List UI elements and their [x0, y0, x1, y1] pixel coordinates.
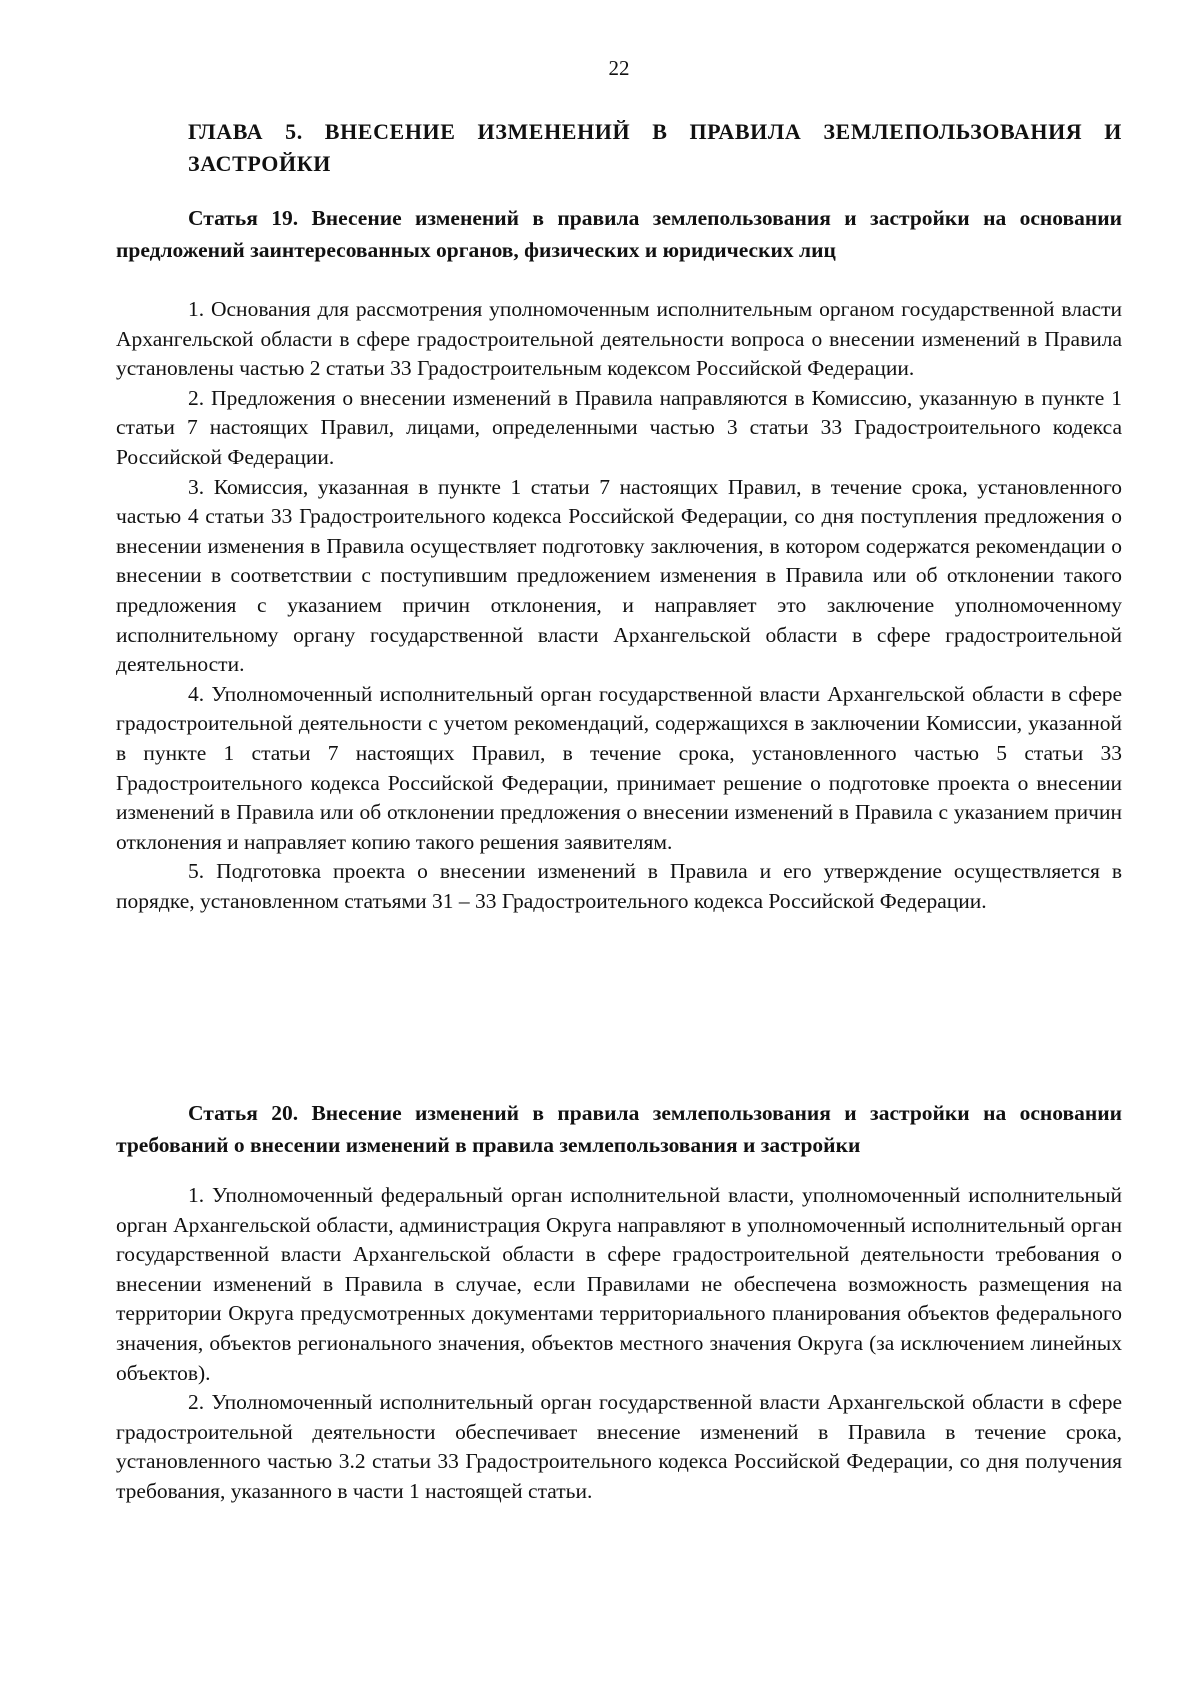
article-20-paragraph-2: 2. Уполномоченный исполнительный орган государственной власти Архангельской области в сфере градостроительной деятельности обеспечивает внесение изменений в Правила в течение срока, установленного частью 3.2 статьи 33 Градостроительного кодекса Российской Федерации, со дня получения требования, указанного в части 1 настоящей статьи. — [116, 1390, 1122, 1503]
article-19-paragraph-4: 4. Уполномоченный исполнительный орган государственной власти Архангельской области в сфере градостроительной деятельности с учетом рекомендаций, содержащихся в заключении Комиссии, указанной в пункте 1 статьи 7 настоящих Правил, в течение срока, установленного частью 5 статьи 33 Градостроительного кодекса Российской Федерации, принимает решение о подготовке проекта о внесении изменений в Правила или об отклонении предложения о внесении изменений в Правила с указанием причин отклонения и направляет копию такого решения заявителям. — [116, 681, 1122, 854]
article-19-paragraph-1: 1. Основания для рассмотрения уполномоченным исполнительным органом государственной власти Архангельской области в сфере градостроительной деятельности вопроса о внесении изменений в Правила установлены частью 2 статьи 33 Градостроительным кодексом Российской Федерации. — [116, 297, 1122, 381]
article-19-paragraph-5: 5. Подготовка проекта о внесении изменений в Правила и его утверждение осуществляется в порядке, установленном статьями 31 – 33 Градостроительного кодекса Российской Федерации. — [116, 859, 1122, 913]
article-19-paragraph-3: 3. Комиссия, указанная в пункте 1 статьи 7 настоящих Правил, в течение срока, установленного частью 4 статьи 33 Градостроительного кодекса Российской Федерации, со дня поступления предложения о внесении изменения в Правила осуществляет подготовку заключения, в котором содержатся рекомендации о внесении в соответствии с поступившим предложением изменения в Правила или об отклонении такого предложения с указанием причин отклонения, и направляет это заключение уполномоченному исполнительному органу государственной власти Архангельской области в сфере градостроительной деятельности. — [116, 474, 1122, 677]
article-20-paragraph-1: 1. Уполномоченный федеральный орган исполнительной власти, уполномоченный исполнительный орган Архангельской области, администрация Округа направляют в уполномоченный исполнительный орган государственной власти Архангельской области в сфере градостроительной деятельности требования о внесении изменений в Правила в случае, если Правилами не обеспечена возможность размещения на территории Округа предусмотренных документами территориального планирования объектов федерального значения, объектов регионального значения, объектов местного значения Округа (за исключением линейных объектов). — [116, 1183, 1122, 1385]
article-19-title: Статья 19. Внесение изменений в правила землепользования и застройки на основании предложений заинтересованных органов, физических и юридических лиц — [116, 206, 1122, 262]
chapter-title: ГЛАВА 5. ВНЕСЕНИЕ ИЗМЕНЕНИЙ В ПРАВИЛА ЗЕМЛЕПОЛЬЗОВАНИЯ И ЗАСТРОЙКИ — [188, 119, 1122, 176]
article-20-title: Статья 20. Внесение изменений в правила землепользования и застройки на основании требований о внесении изменений в правила землепользования и застройки — [116, 1101, 1122, 1157]
page-number: 22 — [608, 56, 630, 80]
article-19-body — [116, 295, 1122, 916]
article-19-paragraph-2: 2. Предложения о внесении изменений в Правила направляются в Комиссию, указанную в пункте 1 статьи 7 настоящих Правил, лицами, определенными частью 3 статьи 33 Градостроительного кодекса Российской Федерации. — [116, 385, 1122, 469]
article-20-body — [116, 1181, 1122, 1507]
